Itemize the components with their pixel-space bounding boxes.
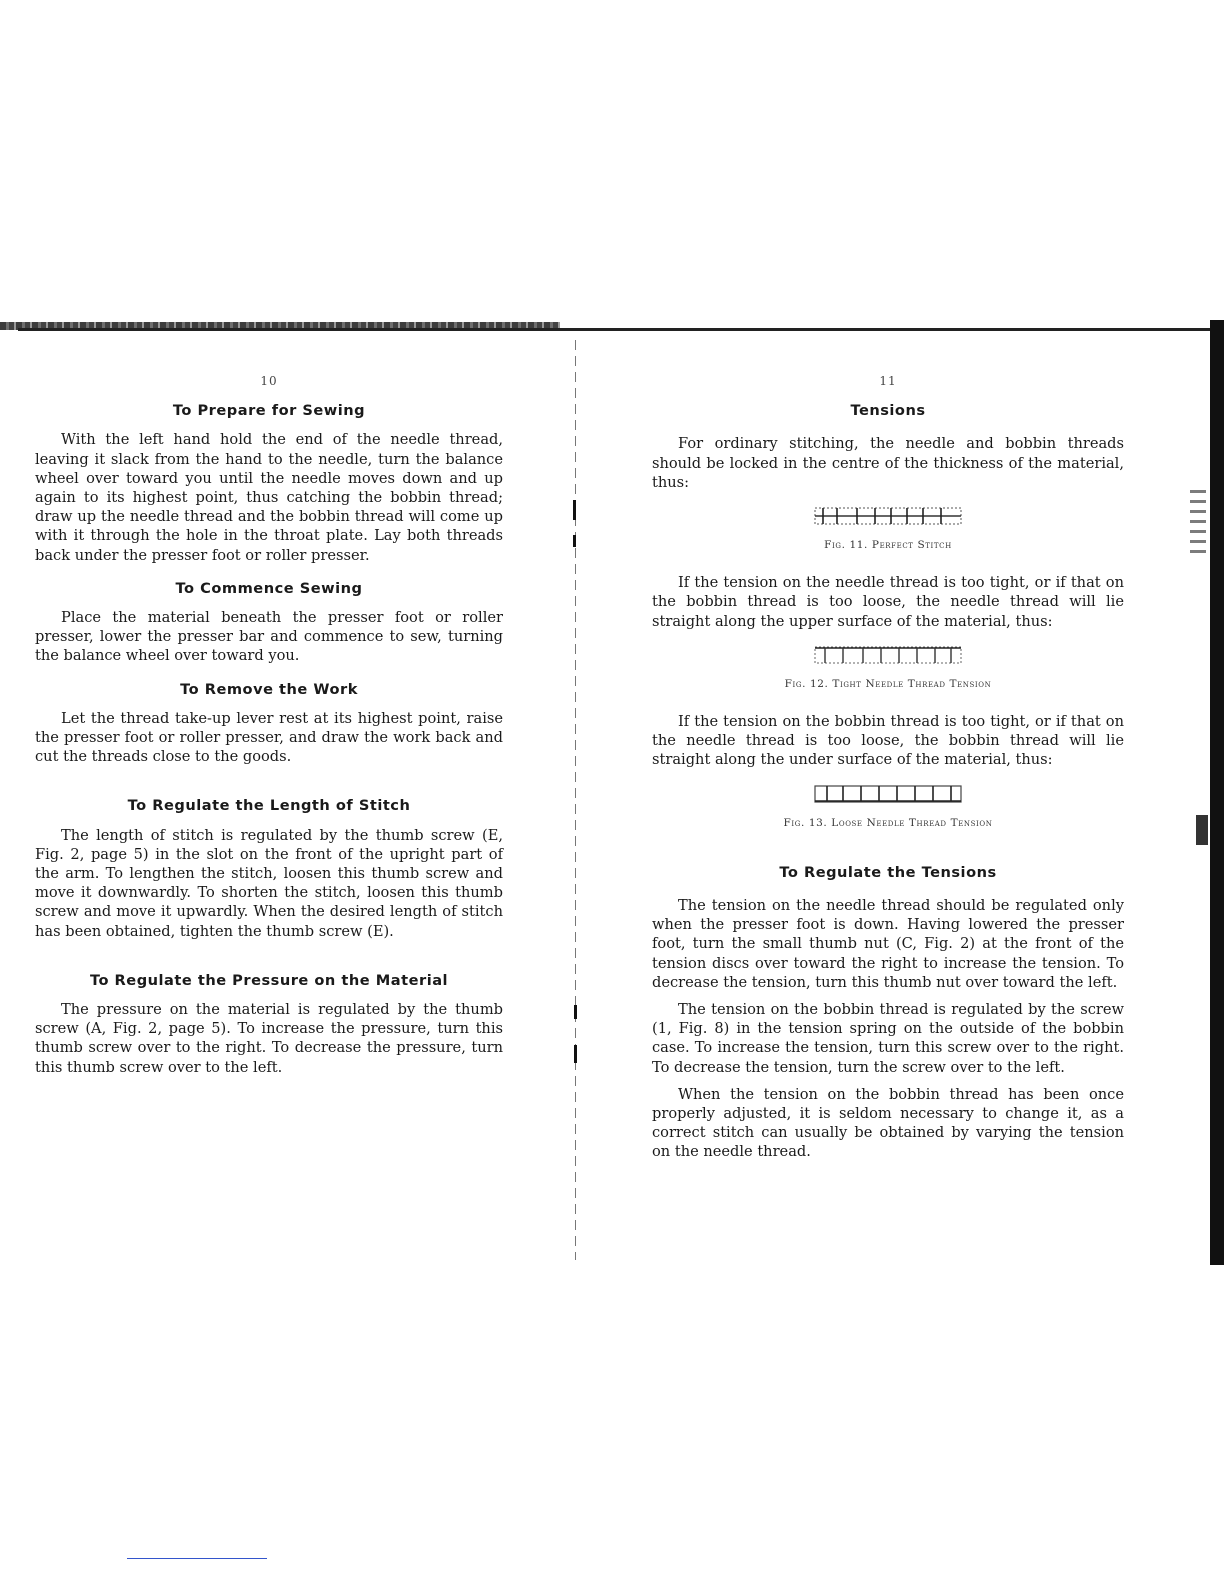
paragraph: Let the thread take-up lever rest at its highest point, raise the presser foot or roller presser, and draw the work back and cut the threads close to the goods. — [35, 709, 503, 766]
figure-12 — [652, 641, 1124, 694]
paragraph: The length of stitch is regulated by the thumb screw (E, Fig. 2, page 5) in the slot on the front of the upright part of the arm. To lengthen the stitch, loosen this thumb screw and move it downwardly. To shorten the stitch, loosen this thumb screw and move it upwardly. When the desired length of stitch has been obtained, tighten the thumb screw (E). — [35, 826, 503, 940]
figure-13 — [652, 780, 1124, 833]
figure-11 — [652, 502, 1124, 555]
book-spine-line — [575, 340, 576, 1260]
spine-mark — [573, 535, 576, 547]
section-prepare-for-sewing — [35, 401, 503, 565]
section-heading: To Regulate the Pressure on the Material — [89, 971, 449, 989]
loose-needle-tension-illustration — [813, 780, 963, 808]
section-regulate-stitch-length — [35, 796, 503, 940]
page-top-rule — [18, 328, 1214, 331]
spine-mark — [573, 500, 576, 520]
figure-caption: Fig. 11. Perfect Stitch — [824, 539, 952, 552]
section-heading: To Commence Sewing — [175, 579, 363, 597]
spine-mark — [574, 1005, 577, 1019]
section-heading: To Regulate the Length of Stitch — [127, 797, 411, 815]
paragraph: When the tension on the bobbin thread has been once properly adjusted, it is seldom necessary to change it, as a correct stitch can usually be obtained by varying the tension on the needle thread. — [652, 1085, 1124, 1161]
perfect-stitch-illustration — [813, 502, 963, 530]
paragraph: With the left hand hold the end of the needle thread, leaving it slack from the hand to the needle, turn the balance wheel over toward you until the needle moves down and up again to its highest point, thus catching the bobbin thread; draw up the needle thread and the bobbin thread will come up with it through the hole in the throat plate. Lay both threads back under the presser foot or roller presser. — [35, 431, 503, 564]
scan-edge-block — [1196, 815, 1208, 845]
paragraph: The tension on the needle thread should be regulated only when the presser foot is down. Having lowered the presser foot, turn the small thumb nut (C, Fig. 2) at the front of the tension discs over toward the right to increase the tension. To decrease the tension, turn this thumb nut over toward the left. — [652, 897, 1124, 991]
paragraph: Place the material beneath the presser foot or roller presser, lower the presser bar and commence to sew, turning the balance wheel over toward you. — [35, 609, 503, 665]
section-commence-sewing — [35, 579, 503, 666]
section-heading: To Prepare for Sewing — [172, 402, 366, 420]
section-heading: To Remove the Work — [180, 680, 358, 698]
figure-caption: Fig. 13. Loose Needle Thread Tension — [783, 816, 993, 829]
figure-caption: Fig. 12. Tight Needle Thread Tension — [784, 677, 992, 690]
section-heading: To Regulate the Tensions — [779, 863, 997, 881]
section-remove-work — [35, 680, 503, 767]
paragraph: If the tension on the bobbin thread is too tight, or if that on the needle thread is too loose, the bobbin thread will lie straight along the under surface of the material, thus: — [652, 713, 1124, 769]
section-heading: Tensions — [850, 402, 926, 420]
left-page — [35, 372, 503, 1085]
section-regulate-tensions — [652, 863, 1124, 1162]
paragraph: The tension on the bobbin thread is regulated by the screw (1, Fig. 8) in the tension spring on the outside of the bobbin case. To increase the tension, turn this screw over to the right. To decrease the tension, turn the screw over to the left. — [652, 1001, 1124, 1076]
paragraph: If the tension on the needle thread is too tight, or if that on the bobbin thread is too loose, the needle thread will lie straight along the upper surface of the material, thus: — [652, 574, 1124, 630]
footer-rule — [127, 1558, 267, 1559]
scan-edge-right — [1210, 320, 1224, 1265]
page-number: 11 — [879, 374, 897, 388]
paragraph: For ordinary stitching, the needle and bobbin threads should be locked in the centre of the thickness of the material, thus: — [652, 435, 1124, 491]
section-regulate-pressure — [35, 971, 503, 1077]
section-tensions — [652, 401, 1124, 833]
page-number: 10 — [260, 374, 278, 388]
scan-edge-marks — [1190, 490, 1206, 560]
paragraph: The pressure on the material is regulated by the thumb screw (A, Fig. 2, page 5). To increase the pressure, turn this thumb screw over to the right. To decrease the pressure, turn this thumb screw over to the left. — [35, 1001, 503, 1076]
right-page — [652, 372, 1124, 1170]
spine-mark — [574, 1045, 577, 1063]
tight-needle-tension-illustration — [813, 641, 963, 669]
